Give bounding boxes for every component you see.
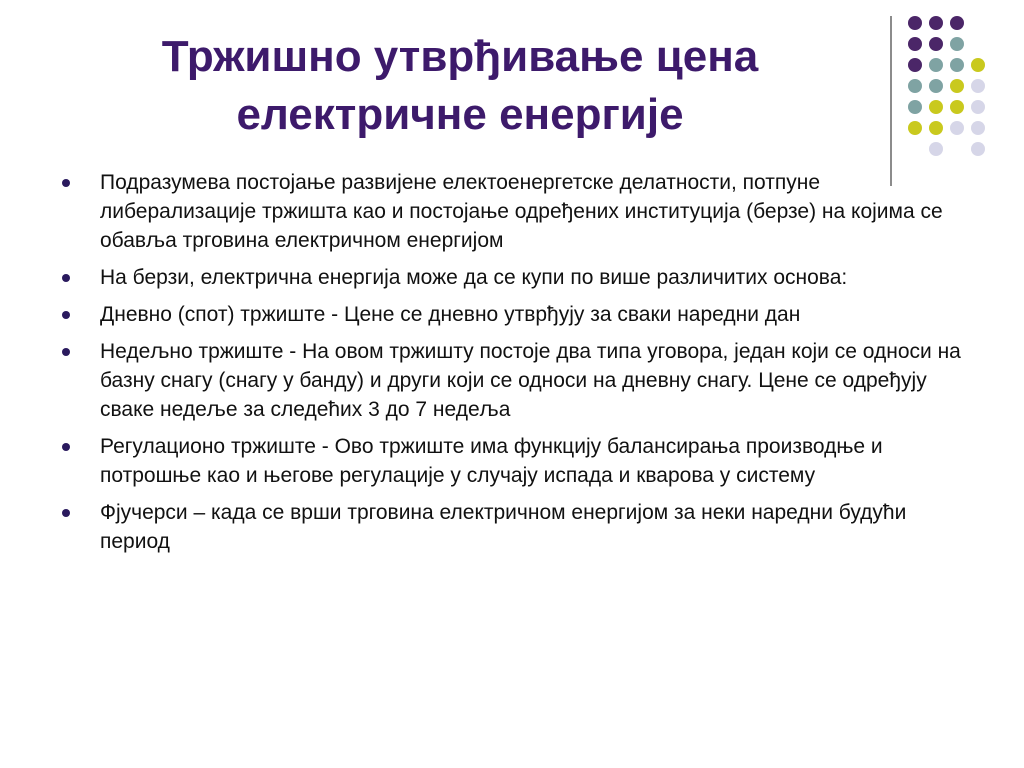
decorative-dot (908, 16, 922, 30)
decorative-dot (950, 100, 964, 114)
bullet-icon (62, 348, 70, 356)
decorative-dot (971, 100, 985, 114)
bullet-item-4 (60, 337, 980, 424)
decorative-dot (908, 58, 922, 72)
decorative-dot (971, 58, 985, 72)
decorative-dot (971, 142, 985, 156)
decorative-dot (908, 79, 922, 93)
slide-title (40, 28, 880, 144)
slide-title-line-1: Тржишно утврђивање цена (161, 32, 759, 81)
decorative-dot (929, 37, 943, 51)
decorative-dot (929, 100, 943, 114)
bullet-item-6 (60, 498, 980, 556)
bullet-text: Недељно тржиште - На овом тржишту постоје два типа уговора, један који се односи на базну снагу (снагу у банду) и други који се односи на дневну снагу. Цене се одређују сваке недеље за следећих 3 до 7 недеља (100, 340, 961, 421)
decorative-dot (929, 142, 943, 156)
bullet-text: На берзи, електрична енергија може да се купи по више различитих основа: (100, 266, 848, 289)
bullet-item-5 (60, 432, 980, 490)
bullet-icon (62, 274, 70, 282)
bullet-list (60, 168, 980, 564)
decorative-dot (929, 121, 943, 135)
bullet-text: Дневно (спот) тржиште - Цене се дневно утврђују за сваки наредни дан (100, 303, 801, 326)
bullet-text: Подразумева постојање развијене електоенергетске делатности, потпуне либерализације тржишта као и постојање одређених институција (берзе) на којима се обавља трговина електричном енергијом (100, 171, 943, 252)
decorative-dot (908, 100, 922, 114)
bullet-icon (62, 509, 70, 517)
decorative-dot (950, 121, 964, 135)
vertical-divider (890, 16, 892, 186)
slide-title-line-2: електричне енергије (236, 90, 684, 139)
decorative-dot (929, 16, 943, 30)
bullet-icon (62, 443, 70, 451)
decorative-dot (908, 37, 922, 51)
bullet-icon (62, 311, 70, 319)
decorative-dot (950, 58, 964, 72)
bullet-item-1 (60, 168, 980, 255)
decorative-dot (971, 79, 985, 93)
bullet-item-2 (60, 263, 980, 292)
bullet-icon (62, 179, 70, 187)
decorative-dot (908, 121, 922, 135)
bullet-text: Регулационо тржиште - Ово тржиште има функцију балансирања производње и потрошње као и његове регулације у случају испада и кварова у систему (100, 435, 883, 487)
decorative-dot (929, 79, 943, 93)
decorative-dot (950, 79, 964, 93)
bullet-text: Фјучерси – када се врши трговина електричном енергијом за неки наредни будући период (100, 501, 907, 553)
decorative-dot (971, 121, 985, 135)
decorative-dot (950, 16, 964, 30)
bullet-item-3 (60, 300, 980, 329)
decorative-dot (929, 58, 943, 72)
decorative-dot-grid (908, 16, 1008, 166)
decorative-dot (950, 37, 964, 51)
